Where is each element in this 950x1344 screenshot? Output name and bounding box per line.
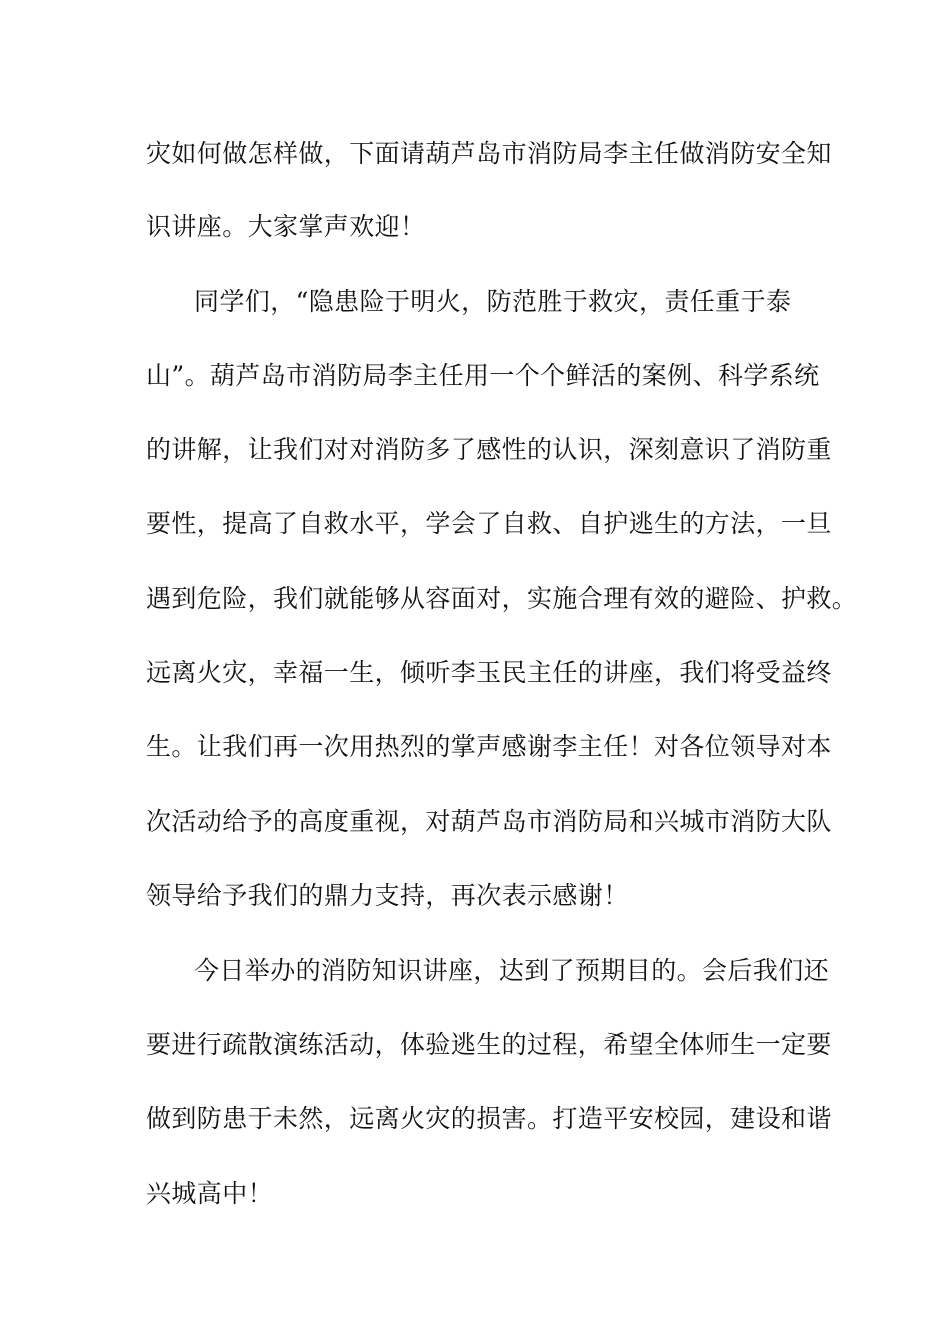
text-line: 做到防患于未然，远离火灾的损害。打造平安校园，建设和谐 — [146, 1104, 832, 1133]
paragraph-start-line: 同学们，“隐患险于明火，防范胜于救灾，责任重于泰 — [194, 287, 792, 316]
text-line: 识讲座。大家掌声欢迎！ — [146, 212, 426, 241]
text-line: 山”。葫芦岛市消防局李主任用一个个鲜活的案例、科学系统 — [146, 361, 820, 390]
text-line: 次活动给予的高度重视，对葫芦岛市消防局和兴城市消防大队 — [146, 807, 832, 836]
text-line: 要进行疏散演练活动，体验逃生的过程，希望全体师生一定要 — [146, 1030, 832, 1059]
text-line: 灾如何做怎样做，下面请葫芦岛市消防局李主任做消防安全知 — [146, 139, 832, 168]
paragraph-start-line: 今日举办的消防知识讲座，达到了预期目的。会后我们还 — [194, 956, 830, 985]
text-line: 遇到危险，我们就能够从容面对，实施合理有效的避险、护救。 — [146, 584, 858, 613]
text-line: 的讲解，让我们对对消防多了感性的认识，深刻意识了消防重 — [146, 435, 832, 464]
text-line: 要性，提高了自救水平，学会了自救、自护逃生的方法，一旦 — [146, 509, 832, 538]
text-line: 领导给予我们的鼎力支持，再次表示感谢！ — [146, 881, 629, 910]
text-line: 生。让我们再一次用热烈的掌声感谢李主任！对各位领导对本 — [146, 732, 832, 761]
text-line: 兴城高中！ — [146, 1179, 274, 1208]
text-line: 远离火灾，幸福一生，倾听李玉民主任的讲座，我们将受益终 — [146, 658, 832, 687]
